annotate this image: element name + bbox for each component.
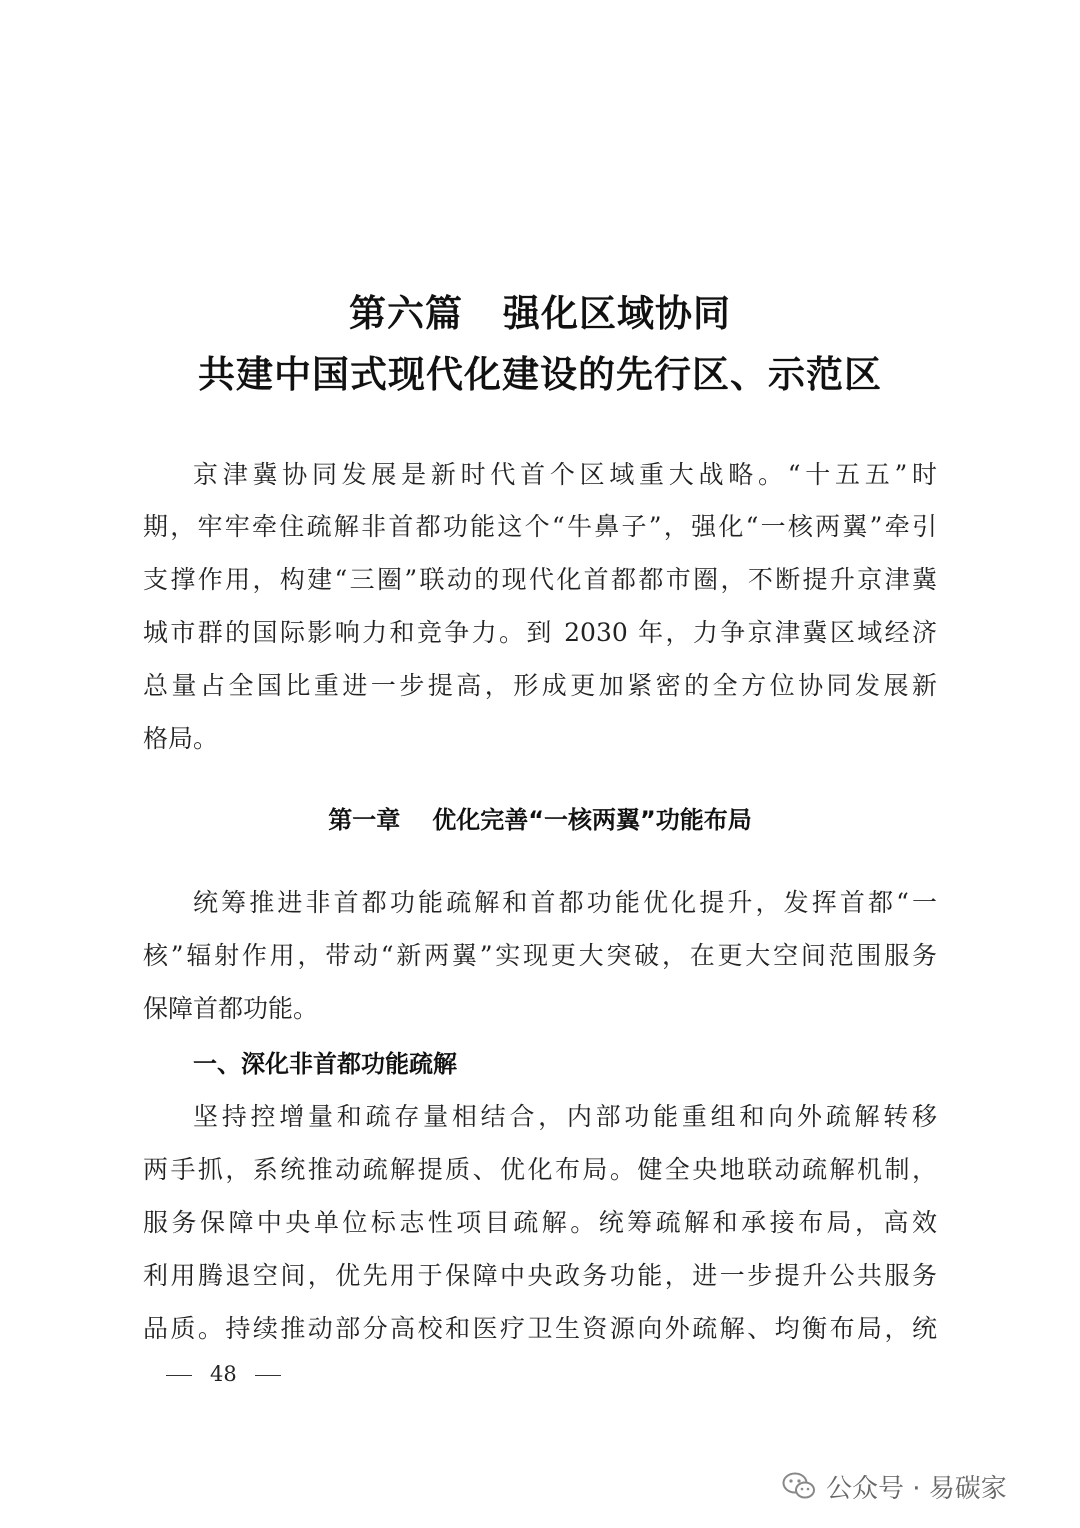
intro-line-5: 总量占全国比重进一步提高，形成更加紧密的全方位协同发展新 — [143, 671, 937, 700]
chapter-heading — [0, 800, 1080, 835]
wechat-watermark — [782, 1466, 1007, 1506]
chapter-line-3: 保障首都功能。 — [143, 994, 319, 1023]
page-footer — [166, 1362, 281, 1386]
intro-line-2: 期，牢牢牵住疏解非首都功能这个“牛鼻子”，强化“一核两翼”牵引 — [143, 512, 937, 541]
chapter-line-2: 核”辐射作用，带动“新两翼”实现更大突破，在更大空间范围服务 — [143, 941, 937, 970]
part-number: 第六篇 — [349, 291, 463, 335]
section-heading: 一、深化非首都功能疏解 — [193, 1050, 457, 1078]
page-dash-left — [166, 1375, 192, 1377]
intro-line-4: 城市群的国际影响力和竞争力。到 2030 年，力争京津冀区域经济 — [143, 618, 937, 647]
part-title — [0, 283, 1080, 337]
part-subtitle: 共建中国式现代化建设的先行区、示范区 — [198, 352, 882, 396]
section-line-2: 两手抓，系统推动疏解提质、优化布局。健全央地联动疏解机制， — [143, 1155, 937, 1184]
section-line-1: 坚持控增量和疏存量相结合，内部功能重组和向外疏解转移 — [193, 1102, 937, 1131]
section-line-3: 服务保障中央单位标志性项目疏解。统筹疏解和承接布局，高效 — [143, 1208, 937, 1237]
intro-line-3: 支撑作用，构建“三圈”联动的现代化首都都市圈，不断提升京津冀 — [143, 565, 937, 594]
section-line-5: 品质。持续推动部分高校和医疗卫生资源向外疏解、均衡布局，统 — [143, 1314, 937, 1343]
section-line-4: 利用腾退空间，优先用于保障中央政务功能，进一步提升公共服务 — [143, 1261, 937, 1290]
part-name: 强化区域协同 — [503, 291, 731, 335]
intro-line-1: 京津冀协同发展是新时代首个区域重大战略。“十五五”时 — [193, 460, 937, 489]
chapter-line-1: 统筹推进非首都功能疏解和首都功能优化提升，发挥首都“一 — [193, 888, 937, 917]
page-dash-right — [255, 1375, 281, 1377]
chapter-number: 第一章 — [328, 806, 401, 834]
wechat-icon — [782, 1471, 816, 1501]
watermark-text: 公众号 · 易碳家 — [826, 1473, 1007, 1504]
intro-line-6: 格局。 — [143, 724, 219, 753]
chapter-name: 优化完善“一核两翼”功能布局 — [432, 806, 752, 834]
page-number: 48 — [210, 1362, 237, 1386]
